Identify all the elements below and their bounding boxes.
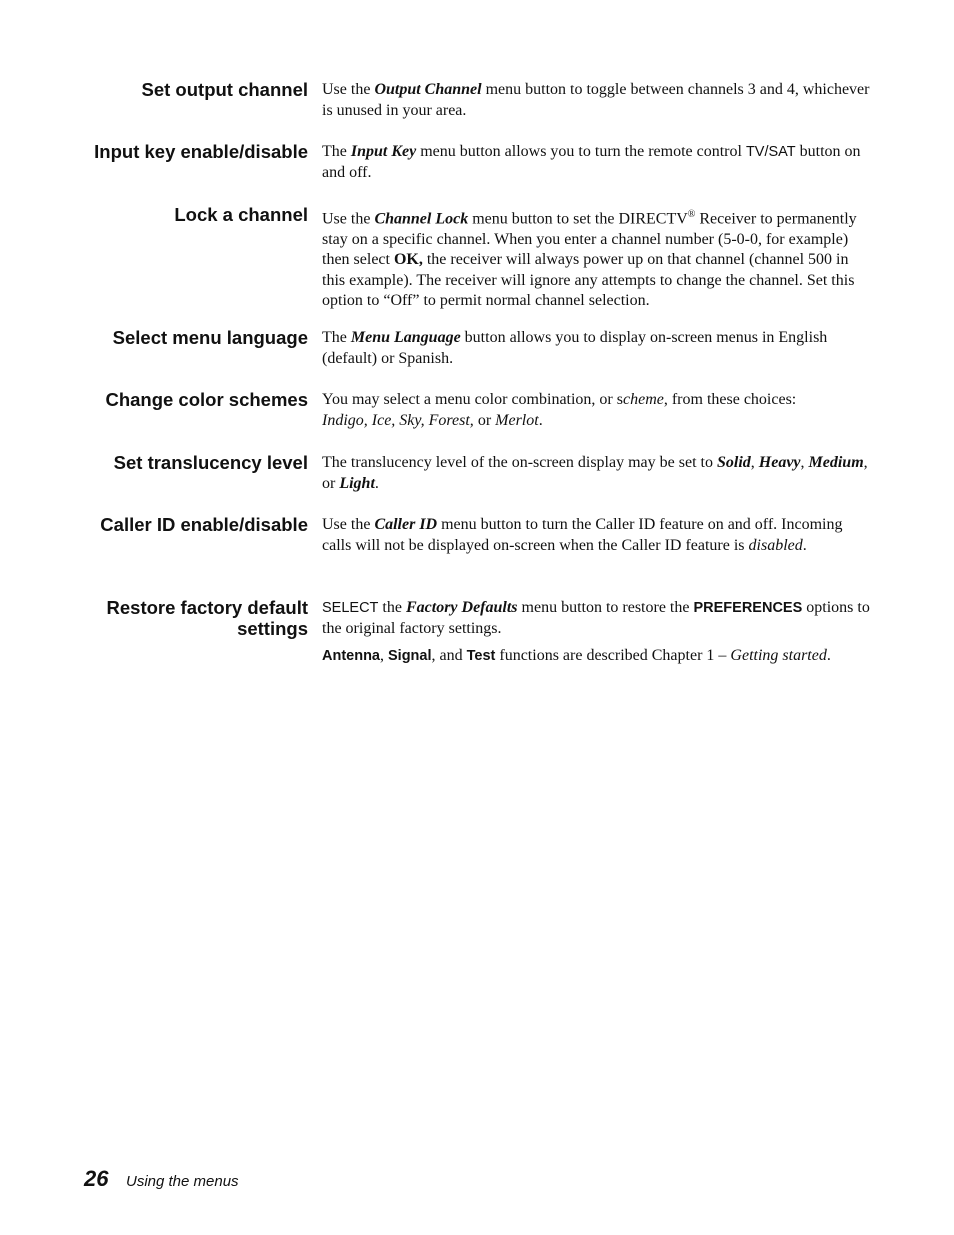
body-lock-channel: Use the Channel Lock menu button to set the DIRECTV® Receiver to permanently stay on a specific channel. When you enter a channel number (5-0-0, for example) then select OK, the receiver will always power up on that channel (channel 500 in this example). The receiver will ignore any attempts to change the channel. Set this option to “Off” to permit normal channel selection.: [322, 209, 857, 310]
heading-caller-id: Caller ID enable/disable: [100, 514, 308, 535]
body-set-output-channel: Use the Output Channel menu button to toggle between channels 3 and 4, whichever is unused in your area.: [322, 81, 870, 119]
heading-color-schemes: Change color schemes: [105, 389, 308, 410]
body-translucency: The translucency level of the on-screen display may be set to Solid, Heavy, Medium, or Light.: [322, 454, 868, 492]
body-caller-id: Use the Caller ID menu button to turn the Caller ID feature on and off. Incoming calls will not be displayed on-screen when the Caller ID feature is disabled.: [322, 516, 843, 554]
body-factory-defaults: SELECT the Factory Defaults menu button to restore the PREFERENCES options to the original factory settings.: [322, 599, 870, 637]
heading-translucency: Set translucency level: [113, 452, 308, 473]
body-menu-language: The Menu Language button allows you to display on-screen menus in English (default) or Spanish.: [322, 329, 828, 367]
heading-lock-channel: Lock a channel: [174, 204, 308, 225]
note-functions: Antenna, Signal, and Test functions are described Chapter 1 – Getting started.: [322, 647, 831, 664]
body-color-schemes: You may select a menu color combination, or scheme, from these choices: Indigo, Ice, Sky, Forest, or Merlot.: [322, 391, 797, 429]
heading-menu-language: Select menu language: [112, 327, 308, 348]
body-input-key: The Input Key menu button allows you to turn the remote control TV/SAT button on and off.: [322, 143, 861, 181]
heading-factory-defaults: Restore factory default settings: [106, 597, 308, 639]
footer-section-title: Using the menus: [126, 1173, 239, 1190]
heading-set-output-channel: Set output channel: [141, 79, 308, 100]
page-number: 26: [84, 1166, 109, 1191]
heading-input-key: Input key enable/disable: [94, 141, 308, 162]
